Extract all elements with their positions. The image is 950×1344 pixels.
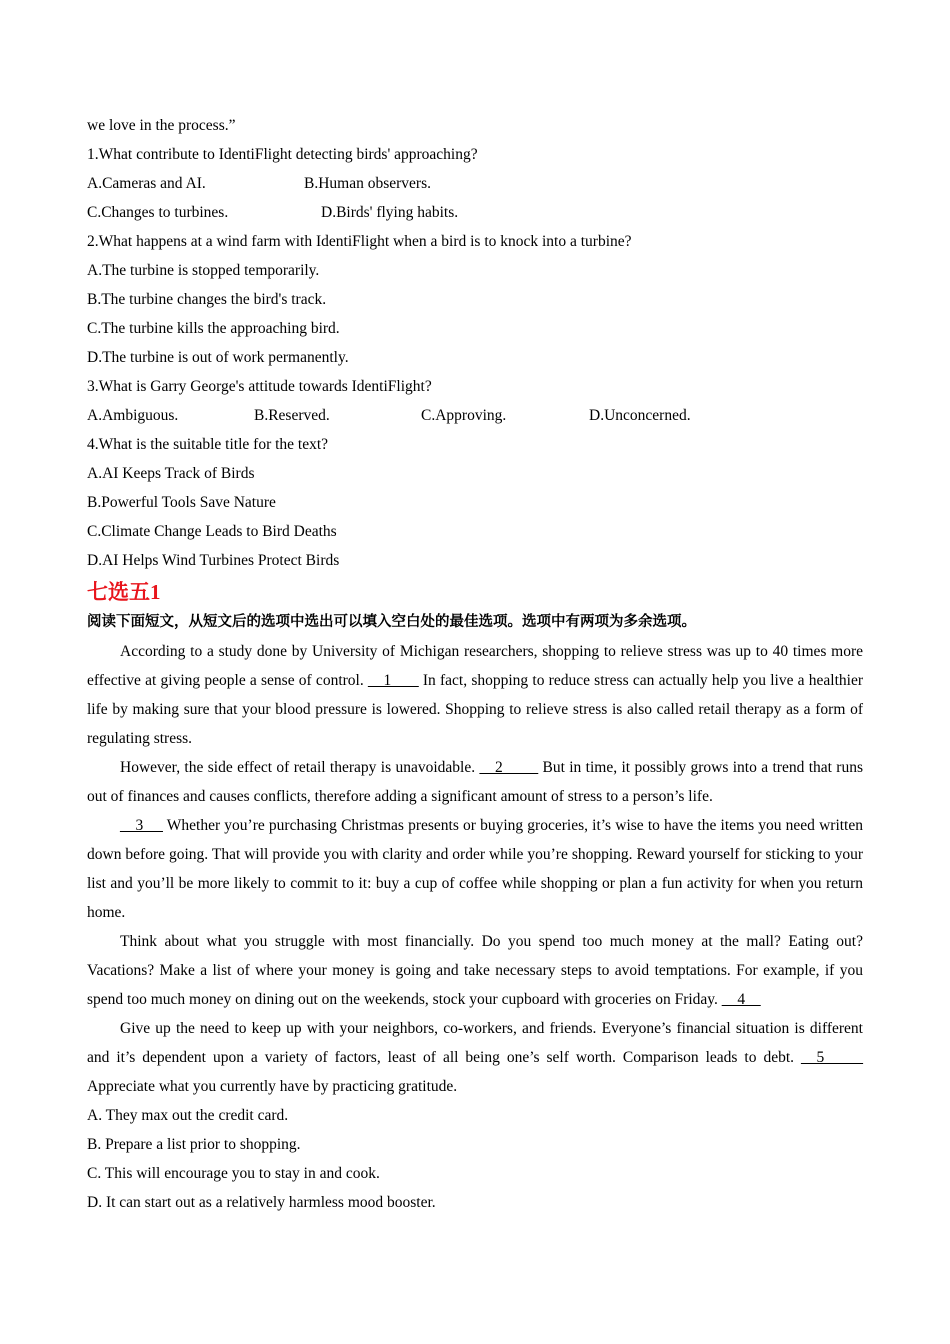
answer-option-c: C. This will encourage you to stay in and cook. [87, 1165, 380, 1182]
question-1-stem: 1.What contribute to IdentiFlight detecting birds' approaching? [87, 146, 478, 163]
question-4-option-b: B.Powerful Tools Save Nature [87, 494, 276, 511]
passage-paragraph-4 [87, 927, 863, 1014]
question-3-options [87, 401, 863, 430]
question-1-options-row2 [87, 198, 863, 227]
document-page [87, 111, 863, 1217]
question-2-option-b: B.The turbine changes the bird's track. [87, 291, 327, 308]
question-1-options-row1 [87, 169, 863, 198]
question-4-option-a: A.AI Keeps Track of Birds [87, 465, 255, 482]
question-4-option-c: C.Climate Change Leads to Bird Deaths [87, 523, 337, 540]
section-instruction: 阅读下面短文，从短文后的选项中选出可以填入空白处的最佳选项。选项中有两项为多余选项。 [87, 614, 696, 630]
paragraph-text: Give up the need to keep up with your neighbors, co-workers, and friends. Everyone’s financial situation is different and it’s dependent upon a variety of factors, least of all being one’s self worth. Comparison leads to debt. [87, 1020, 863, 1066]
question-3-option-d: D.Unconcerned. [589, 407, 691, 424]
question-3-option-a: A.Ambiguous. [87, 407, 179, 424]
question-2-option-c: C.The turbine kills the approaching bird. [87, 320, 340, 337]
blank-2: __2__ __ [479, 759, 539, 776]
question-1-option-a: A.Cameras and AI. [87, 175, 206, 192]
passage-paragraph-1 [87, 637, 863, 753]
passage-paragraph-5 [87, 1014, 863, 1101]
question-2-stem: 2.What happens at a wind farm with IdentiFlight when a bird is to knock into a turbine? [87, 233, 632, 250]
answer-option-b: B. Prepare a list prior to shopping. [87, 1136, 301, 1153]
question-3-option-c: C.Approving. [421, 407, 507, 424]
question-3-stem: 3.What is Garry George's attitude towards IdentiFlight? [87, 378, 432, 395]
blank-4: __4__ [721, 991, 761, 1008]
question-1-option-c: C.Changes to turbines. [87, 204, 229, 221]
blank-3: __3 __ [120, 817, 163, 834]
section-title [87, 576, 863, 608]
question-4-option-d: D.AI Helps Wind Turbines Protect Birds [87, 552, 340, 569]
paragraph-text: Think about what you struggle with most financially. Do you spend too much money at the mall? Eating out? Vacations? Make a list of where your money is going and take necessary steps to avoid temptations. For example, if you spend too much money on dining out on the weekends, stock your cupboard with groceries on Friday. [87, 933, 863, 1008]
blank-1: __1_ __ [367, 672, 419, 689]
question-2-option-a: A.The turbine is stopped temporarily. [87, 262, 320, 279]
passage-paragraph-2 [87, 753, 863, 811]
passage-fragment: we love in the process.” [87, 117, 236, 134]
blank-5: __5_____ [801, 1049, 863, 1066]
question-3-option-b: B.Reserved. [254, 407, 330, 424]
paragraph-text: According to a study done by University of Michigan researchers, shopping to relieve stress was up to 40 times more effective at giving people a sense of control. [87, 643, 863, 689]
paragraph-text: But in time, it possibly grows into a trend that runs out of finances and causes conflicts, therefore adding a significant amount of stress to a person’s life. [87, 759, 864, 805]
section-title-text: 七选五 [87, 580, 150, 604]
paragraph-text: Appreciate what you currently have by practicing gratitude. [87, 1078, 458, 1095]
passage-paragraph-3 [87, 811, 863, 927]
section-title-number: 1 [150, 580, 161, 604]
question-4-stem: 4.What is the suitable title for the text? [87, 436, 329, 453]
question-1-option-b: B.Human observers. [304, 175, 431, 192]
paragraph-text: Whether you’re purchasing Christmas presents or buying groceries, it’s wise to have the items you need written down before going. That will provide you with clarity and order while you’re shopping. Reward yourself for sticking to your list and you’ll be more likely to commit to it: buy a cup of coffee while shopping or plan a fun activity for when you return home. [87, 817, 863, 921]
paragraph-text: However, the side effect of retail therapy is unavoidable. [120, 759, 480, 776]
answer-option-d: D. It can start out as a relatively harmless mood booster. [87, 1194, 436, 1211]
question-1-option-d: D.Birds' flying habits. [321, 204, 459, 221]
answer-option-a: A. They max out the credit card. [87, 1107, 289, 1124]
question-2-option-d: D.The turbine is out of work permanently. [87, 349, 349, 366]
paragraph-text: In fact, shopping to reduce stress can actually help you live a healthier life by making sure that your blood pressure is lowered. Shopping to relieve stress is also called retail therapy as a form of regulating stress. [87, 672, 863, 747]
